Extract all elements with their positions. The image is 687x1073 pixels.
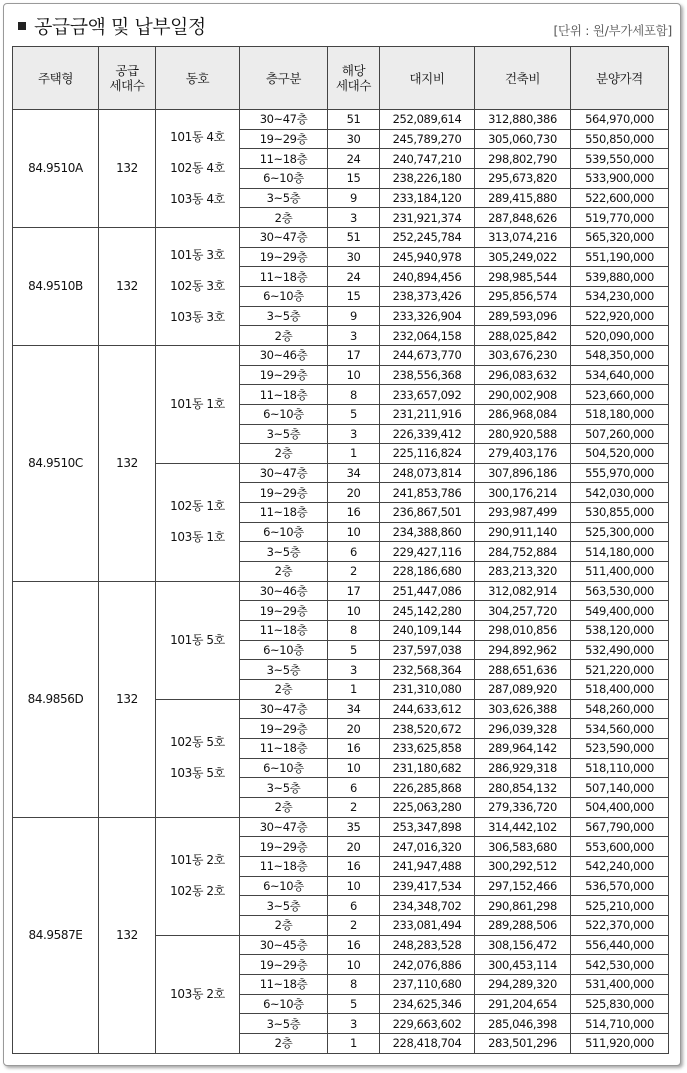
land-cost-cell: 245,142,280 [380,601,475,621]
applicable-units-cell: 20 [328,483,380,503]
sale-price-cell: 539,880,000 [571,267,669,287]
dong-ho-label: 103동 5호 [170,766,225,781]
building-cost-cell: 291,204,654 [475,994,571,1014]
building-cost-cell: 283,213,320 [475,562,571,582]
land-cost-cell: 234,348,702 [380,896,475,916]
table-body [13,110,669,1054]
applicable-units-cell: 51 [328,227,380,247]
land-cost-cell: 233,326,904 [380,306,475,326]
land-cost-cell: 238,556,368 [380,365,475,385]
floor-cell: 11~18층 [240,267,328,287]
building-cost-cell: 290,911,140 [475,522,571,542]
applicable-units-cell: 6 [328,778,380,798]
supply-units-cell: 132 [99,110,156,228]
applicable-units-cell: 10 [328,522,380,542]
dong-ho-label: 103동 1호 [170,530,225,545]
table-row [13,110,669,130]
floor-cell: 2층 [240,562,328,582]
applicable-units-cell: 3 [328,1014,380,1034]
sale-price-cell: 534,230,000 [571,286,669,306]
land-cost-cell: 228,186,680 [380,562,475,582]
applicable-units-cell: 10 [328,876,380,896]
sale-price-cell: 518,110,000 [571,758,669,778]
building-cost-cell: 290,002,908 [475,385,571,405]
land-cost-cell: 233,184,120 [380,188,475,208]
land-cost-cell: 229,427,116 [380,542,475,562]
sale-price-cell: 511,920,000 [571,1033,669,1053]
applicable-units-cell: 5 [328,994,380,1014]
land-cost-cell: 248,283,528 [380,935,475,955]
floor-cell: 11~18층 [240,621,328,641]
floor-cell: 6~10층 [240,168,328,188]
bullet-square-icon [18,22,26,30]
building-cost-cell: 304,257,720 [475,601,571,621]
dong-ho-label: 102동 1호 [170,499,225,514]
header-applicable-units [328,47,380,110]
floor-cell: 2층 [240,915,328,935]
dong-ho-label: 102동 2호 [170,884,225,899]
land-cost-cell: 234,388,860 [380,522,475,542]
land-cost-cell: 242,076,886 [380,955,475,975]
building-cost-cell: 284,752,884 [475,542,571,562]
floor-cell: 19~29층 [240,247,328,267]
applicable-units-cell: 17 [328,581,380,601]
dong-ho-label: 101동 3호 [170,247,225,262]
sale-price-cell: 564,970,000 [571,110,669,130]
applicable-units-cell: 20 [328,719,380,739]
table-header [13,47,669,110]
floor-cell: 2층 [240,208,328,228]
sale-price-cell: 522,920,000 [571,306,669,326]
applicable-units-cell: 16 [328,856,380,876]
applicable-units-cell: 24 [328,267,380,287]
land-cost-cell: 241,947,488 [380,856,475,876]
header-type: 주택형 [13,47,99,110]
header-floor: 층구분 [240,47,328,110]
land-cost-cell: 231,310,080 [380,680,475,700]
applicable-units-cell: 15 [328,286,380,306]
sale-price-cell: 522,600,000 [571,188,669,208]
document-header [10,10,676,40]
building-cost-cell: 305,060,730 [475,129,571,149]
sale-price-cell: 538,120,000 [571,621,669,641]
sale-price-cell: 553,600,000 [571,837,669,857]
land-cost-cell: 231,180,682 [380,758,475,778]
floor-cell: 2층 [240,326,328,346]
applicable-units-cell: 3 [328,208,380,228]
applicable-units-cell: 2 [328,797,380,817]
building-cost-cell: 307,896,186 [475,463,571,483]
land-cost-cell: 241,853,786 [380,483,475,503]
land-cost-cell: 238,373,426 [380,286,475,306]
floor-cell: 3~5층 [240,188,328,208]
building-cost-cell: 308,156,472 [475,935,571,955]
page-title: 공급금액 및 납부일정 [34,16,206,38]
land-cost-cell: 244,673,770 [380,345,475,365]
applicable-units-cell: 15 [328,168,380,188]
floor-cell: 11~18층 [240,974,328,994]
table-row [13,345,669,365]
building-cost-cell: 288,025,842 [475,326,571,346]
sale-price-cell: 525,300,000 [571,522,669,542]
land-cost-cell: 252,089,614 [380,110,475,130]
supply-units-cell: 132 [99,817,156,1053]
building-cost-cell: 283,501,296 [475,1033,571,1053]
supply-units-cell: 132 [99,227,156,345]
land-cost-cell: 237,597,038 [380,640,475,660]
land-cost-cell: 248,073,814 [380,463,475,483]
building-cost-cell: 293,987,499 [475,503,571,523]
building-cost-cell: 289,288,506 [475,915,571,935]
header-supply-units-line1: 공급 [115,63,139,78]
sale-price-cell: 520,090,000 [571,326,669,346]
applicable-units-cell: 8 [328,974,380,994]
building-cost-cell: 285,046,398 [475,1014,571,1034]
building-cost-cell: 297,152,466 [475,876,571,896]
applicable-units-cell: 5 [328,404,380,424]
type-cell: 84.9510C [13,345,99,581]
sale-price-cell: 518,180,000 [571,404,669,424]
sale-price-cell: 525,210,000 [571,896,669,916]
applicable-units-cell: 2 [328,562,380,582]
table-row [13,581,669,601]
applicable-units-cell: 3 [328,424,380,444]
building-cost-cell: 287,089,920 [475,680,571,700]
floor-cell: 6~10층 [240,758,328,778]
sale-price-cell: 548,260,000 [571,699,669,719]
applicable-units-cell: 8 [328,385,380,405]
floor-cell: 6~10층 [240,876,328,896]
floor-cell: 11~18층 [240,149,328,169]
land-cost-cell: 251,447,086 [380,581,475,601]
sale-price-cell: 531,400,000 [571,974,669,994]
floor-cell: 3~5층 [240,1014,328,1034]
sale-price-cell: 533,900,000 [571,168,669,188]
floor-cell: 11~18층 [240,856,328,876]
floor-cell: 30~46층 [240,345,328,365]
dong-ho-cell [156,581,240,699]
building-cost-cell: 289,415,880 [475,188,571,208]
header-land-cost: 대지비 [380,47,475,110]
applicable-units-cell: 10 [328,365,380,385]
building-cost-cell: 279,403,176 [475,444,571,464]
applicable-units-cell: 34 [328,463,380,483]
type-cell: 84.9510A [13,110,99,228]
building-cost-cell: 296,039,328 [475,719,571,739]
dong-ho-label: 101동 5호 [170,632,225,647]
land-cost-cell: 231,921,374 [380,208,475,228]
applicable-units-cell: 9 [328,188,380,208]
building-cost-cell: 288,651,636 [475,660,571,680]
floor-cell: 2층 [240,797,328,817]
building-cost-cell: 305,249,022 [475,247,571,267]
building-cost-cell: 298,802,790 [475,149,571,169]
building-cost-cell: 314,442,102 [475,817,571,837]
floor-cell: 6~10층 [240,994,328,1014]
applicable-units-cell: 8 [328,621,380,641]
building-cost-cell: 279,336,720 [475,797,571,817]
header-building-cost: 건축비 [475,47,571,110]
header-supply-units-line2: 세대수 [109,78,145,93]
sale-price-cell: 522,370,000 [571,915,669,935]
floor-cell: 19~29층 [240,837,328,857]
sale-price-cell: 530,855,000 [571,503,669,523]
land-cost-cell: 234,625,346 [380,994,475,1014]
floor-cell: 30~47층 [240,463,328,483]
dong-ho-label: 103동 3호 [170,309,225,324]
applicable-units-cell: 20 [328,837,380,857]
sale-price-cell: 536,570,000 [571,876,669,896]
dong-ho-label: 102동 3호 [170,278,225,293]
sale-price-cell: 567,790,000 [571,817,669,837]
floor-cell: 2층 [240,444,328,464]
floor-cell: 19~29층 [240,365,328,385]
applicable-units-cell: 1 [328,680,380,700]
dong-ho-label: 101동 1호 [170,396,225,411]
dong-ho-label: 103동 2호 [170,986,225,1001]
land-cost-cell: 240,894,456 [380,267,475,287]
floor-cell: 6~10층 [240,640,328,660]
building-cost-cell: 298,010,856 [475,621,571,641]
floor-cell: 11~18층 [240,739,328,759]
land-cost-cell: 233,657,092 [380,385,475,405]
header-applicable-units-line2: 세대수 [335,78,372,93]
floor-cell: 3~5층 [240,306,328,326]
floor-cell: 2층 [240,680,328,700]
dong-ho-cell [156,345,240,463]
land-cost-cell: 229,663,602 [380,1014,475,1034]
building-cost-cell: 289,593,096 [475,306,571,326]
dong-ho-cell [156,463,240,581]
unit-note: [단위 : 원/부가세포함] [553,23,672,38]
sale-price-cell: 549,400,000 [571,601,669,621]
dong-ho-label: 101동 4호 [170,129,225,144]
building-cost-cell: 312,082,914 [475,581,571,601]
sale-price-cell: 521,220,000 [571,660,669,680]
land-cost-cell: 232,064,158 [380,326,475,346]
dong-ho-cell [156,935,240,1053]
applicable-units-cell: 16 [328,503,380,523]
header-dong-ho: 동호 [156,47,240,110]
land-cost-cell: 237,110,680 [380,974,475,994]
dong-ho-cell [156,110,240,228]
floor-cell: 3~5층 [240,660,328,680]
sale-price-cell: 534,640,000 [571,365,669,385]
type-cell: 84.9510B [13,227,99,345]
floor-cell: 2층 [240,1033,328,1053]
building-cost-cell: 286,968,084 [475,404,571,424]
building-cost-cell: 298,985,544 [475,267,571,287]
building-cost-cell: 313,074,216 [475,227,571,247]
building-cost-cell: 294,289,320 [475,974,571,994]
supply-units-cell: 132 [99,581,156,817]
land-cost-cell: 228,418,704 [380,1033,475,1053]
type-cell: 84.9856D [13,581,99,817]
sale-price-cell: 532,490,000 [571,640,669,660]
land-cost-cell: 233,625,858 [380,739,475,759]
sale-price-cell: 507,140,000 [571,778,669,798]
land-cost-cell: 226,285,868 [380,778,475,798]
applicable-units-cell: 30 [328,129,380,149]
sale-price-cell: 518,400,000 [571,680,669,700]
building-cost-cell: 300,292,512 [475,856,571,876]
applicable-units-cell: 1 [328,444,380,464]
land-cost-cell: 231,211,916 [380,404,475,424]
applicable-units-cell: 1 [328,1033,380,1053]
sale-price-cell: 523,590,000 [571,739,669,759]
floor-cell: 30~47층 [240,110,328,130]
floor-cell: 30~47층 [240,699,328,719]
sale-price-cell: 525,830,000 [571,994,669,1014]
sale-price-cell: 555,970,000 [571,463,669,483]
floor-cell: 30~47층 [240,227,328,247]
sale-price-cell: 551,190,000 [571,247,669,267]
sale-price-cell: 514,180,000 [571,542,669,562]
building-cost-cell: 300,453,114 [475,955,571,975]
applicable-units-cell: 16 [328,935,380,955]
sale-price-cell: 542,030,000 [571,483,669,503]
table-row [13,227,669,247]
supply-units-cell: 132 [99,345,156,581]
building-cost-cell: 296,083,632 [475,365,571,385]
dong-ho-label: 102동 5호 [170,735,225,750]
land-cost-cell: 225,063,280 [380,797,475,817]
applicable-units-cell: 10 [328,601,380,621]
sale-price-cell: 539,550,000 [571,149,669,169]
sale-price-cell: 548,350,000 [571,345,669,365]
dong-ho-cell [156,699,240,817]
sale-price-cell: 511,400,000 [571,562,669,582]
building-cost-cell: 295,856,574 [475,286,571,306]
sale-price-cell: 542,240,000 [571,856,669,876]
floor-cell: 19~29층 [240,719,328,739]
building-cost-cell: 294,892,962 [475,640,571,660]
floor-cell: 19~29층 [240,601,328,621]
building-cost-cell: 306,583,680 [475,837,571,857]
applicable-units-cell: 2 [328,915,380,935]
table-row [13,817,669,837]
applicable-units-cell: 51 [328,110,380,130]
applicable-units-cell: 17 [328,345,380,365]
land-cost-cell: 240,747,210 [380,149,475,169]
applicable-units-cell: 6 [328,896,380,916]
applicable-units-cell: 3 [328,326,380,346]
applicable-units-cell: 5 [328,640,380,660]
type-cell: 84.9587E [13,817,99,1053]
applicable-units-cell: 34 [328,699,380,719]
sale-price-cell: 519,770,000 [571,208,669,228]
building-cost-cell: 303,676,230 [475,345,571,365]
floor-cell: 3~5층 [240,778,328,798]
sale-price-cell: 565,320,000 [571,227,669,247]
dong-ho-cell [156,817,240,935]
building-cost-cell: 286,929,318 [475,758,571,778]
land-cost-cell: 253,347,898 [380,817,475,837]
floor-cell: 11~18층 [240,385,328,405]
dong-ho-cell [156,227,240,345]
header-sale-price: 분양가격 [571,47,669,110]
floor-cell: 19~29층 [240,955,328,975]
sale-price-cell: 504,520,000 [571,444,669,464]
land-cost-cell: 238,520,672 [380,719,475,739]
land-cost-cell: 247,016,320 [380,837,475,857]
land-cost-cell: 245,789,270 [380,129,475,149]
building-cost-cell: 290,861,298 [475,896,571,916]
dong-ho-label: 101동 2호 [170,853,225,868]
floor-cell: 6~10층 [240,286,328,306]
price-table [12,46,669,1054]
land-cost-cell: 245,940,978 [380,247,475,267]
building-cost-cell: 289,964,142 [475,739,571,759]
applicable-units-cell: 35 [328,817,380,837]
land-cost-cell: 252,245,784 [380,227,475,247]
sale-price-cell: 534,560,000 [571,719,669,739]
floor-cell: 11~18층 [240,503,328,523]
applicable-units-cell: 10 [328,758,380,778]
land-cost-cell: 233,081,494 [380,915,475,935]
land-cost-cell: 232,568,364 [380,660,475,680]
sale-price-cell: 523,660,000 [571,385,669,405]
land-cost-cell: 239,417,534 [380,876,475,896]
sale-price-cell: 514,710,000 [571,1014,669,1034]
land-cost-cell: 240,109,144 [380,621,475,641]
applicable-units-cell: 16 [328,739,380,759]
applicable-units-cell: 6 [328,542,380,562]
header-supply-units [99,47,156,110]
land-cost-cell: 226,339,412 [380,424,475,444]
applicable-units-cell: 9 [328,306,380,326]
floor-cell: 19~29층 [240,483,328,503]
floor-cell: 30~46층 [240,581,328,601]
sale-price-cell: 507,260,000 [571,424,669,444]
sale-price-cell: 563,530,000 [571,581,669,601]
dong-ho-label: 102동 4호 [170,160,225,175]
building-cost-cell: 312,880,386 [475,110,571,130]
floor-cell: 30~45층 [240,935,328,955]
floor-cell: 30~47층 [240,817,328,837]
header-applicable-units-line1: 해당 [341,63,366,78]
floor-cell: 6~10층 [240,522,328,542]
floor-cell: 3~5층 [240,896,328,916]
building-cost-cell: 303,626,388 [475,699,571,719]
applicable-units-cell: 24 [328,149,380,169]
applicable-units-cell: 10 [328,955,380,975]
floor-cell: 6~10층 [240,404,328,424]
applicable-units-cell: 3 [328,660,380,680]
building-cost-cell: 300,176,214 [475,483,571,503]
land-cost-cell: 238,226,180 [380,168,475,188]
building-cost-cell: 280,920,588 [475,424,571,444]
applicable-units-cell: 30 [328,247,380,267]
sale-price-cell: 504,400,000 [571,797,669,817]
dong-ho-label: 103동 4호 [170,191,225,206]
building-cost-cell: 280,854,132 [475,778,571,798]
floor-cell: 19~29층 [240,129,328,149]
floor-cell: 3~5층 [240,424,328,444]
land-cost-cell: 244,633,612 [380,699,475,719]
sale-price-cell: 556,440,000 [571,935,669,955]
building-cost-cell: 295,673,820 [475,168,571,188]
sale-price-cell: 542,530,000 [571,955,669,975]
land-cost-cell: 225,116,824 [380,444,475,464]
land-cost-cell: 236,867,501 [380,503,475,523]
building-cost-cell: 287,848,626 [475,208,571,228]
floor-cell: 3~5층 [240,542,328,562]
sale-price-cell: 550,850,000 [571,129,669,149]
